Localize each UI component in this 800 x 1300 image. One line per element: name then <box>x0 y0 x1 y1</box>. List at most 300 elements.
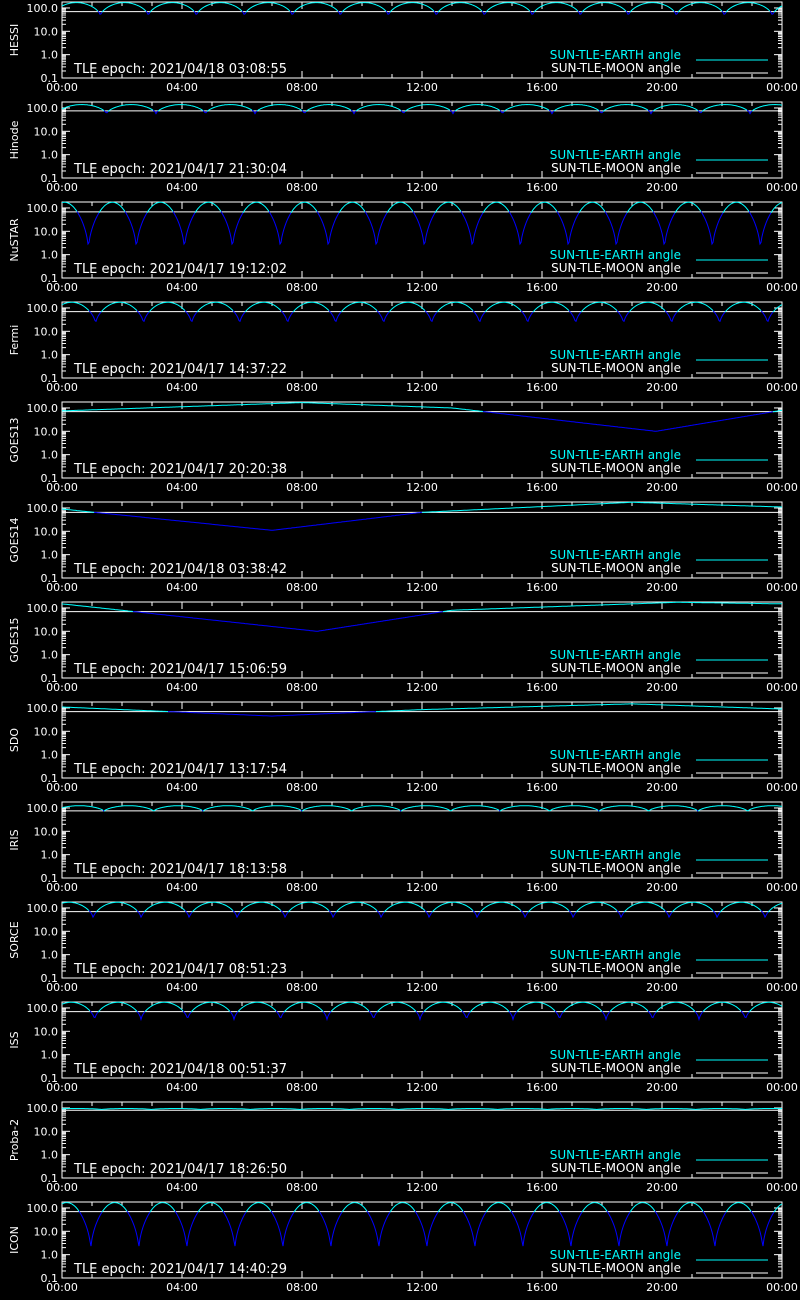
x-tick-label: 20:00 <box>646 981 678 994</box>
x-tick-label: 08:00 <box>286 981 318 994</box>
tle-epoch-label: TLE epoch: 2021/04/18 00:51:37 <box>74 1062 288 1077</box>
y-tick-label: 1.0 <box>40 48 58 62</box>
earth-angle-line <box>102 1203 127 1213</box>
x-tick-label: 20:00 <box>646 281 678 294</box>
earth-angle-line <box>624 902 665 912</box>
earth-angle-line <box>89 311 101 322</box>
y-tick-label: 100.0 <box>26 801 58 815</box>
y-tick-label: 100.0 <box>26 1001 58 1015</box>
x-tick-label: 04:00 <box>166 181 198 194</box>
y-tick-label: 0.1 <box>40 1172 58 1185</box>
earth-angle-line <box>191 1002 230 1012</box>
x-tick-label: 08:00 <box>286 281 318 294</box>
y-tick-label: 10.0 <box>33 1025 58 1039</box>
y-tick-label: 1.0 <box>40 1248 58 1262</box>
x-tick-label: 12:00 <box>406 481 438 494</box>
earth-angle-line <box>102 3 146 13</box>
earth-angle-line <box>150 3 194 13</box>
earth-angle-line <box>158 105 203 112</box>
y-tick-label: 10.0 <box>33 325 58 339</box>
x-tick-label: 16:00 <box>526 581 558 594</box>
tle-epoch-label: TLE epoch: 2021/04/17 08:51:23 <box>74 962 288 977</box>
x-tick-label: 20:00 <box>646 181 678 194</box>
y-tick-label: 10.0 <box>33 25 58 39</box>
x-tick-label: 00:00 <box>766 1281 798 1294</box>
earth-angle-line <box>376 704 782 712</box>
earth-angle-line <box>678 1203 703 1213</box>
x-tick-label: 20:00 <box>646 881 678 894</box>
y-tick-label: 10.0 <box>33 125 58 139</box>
x-tick-label: 00:00 <box>766 481 798 494</box>
x-tick-label: 08:00 <box>286 1281 318 1294</box>
y-tick-label: 100.0 <box>26 1 58 15</box>
x-tick-label: 12:00 <box>406 881 438 894</box>
x-tick-label: 00:00 <box>46 881 78 894</box>
legend-moon-label: SUN-TLE-MOON angle <box>551 61 681 75</box>
x-tick-label: 08:00 <box>286 1181 318 1194</box>
earth-angle-line <box>582 1203 607 1213</box>
legend-earth-label: SUN-TLE-EARTH angle <box>549 948 681 962</box>
earth-angle-line <box>602 1012 610 1020</box>
satellite-name: GOES15 <box>8 617 21 663</box>
tle-epoch-label: TLE epoch: 2021/04/18 03:08:55 <box>74 62 288 77</box>
earth-angle-line <box>387 202 413 213</box>
x-tick-label: 16:00 <box>526 1081 558 1094</box>
earth-angle-line <box>627 202 653 213</box>
earth-angle-line <box>365 212 387 245</box>
earth-angle-line <box>223 1211 246 1246</box>
x-tick-label: 00:00 <box>766 781 798 794</box>
earth-angle-line <box>655 1211 678 1246</box>
y-tick-label: 0.1 <box>40 1272 58 1285</box>
earth-angle-line <box>62 403 483 412</box>
legend-earth-label: SUN-TLE-EARTH angle <box>549 648 681 662</box>
earth-angle-line <box>293 302 329 312</box>
legend-earth-label: SUN-TLE-EARTH angle <box>549 848 681 862</box>
tle-epoch-label: TLE epoch: 2021/04/17 14:40:29 <box>74 1262 288 1277</box>
earth-angle-line <box>653 105 698 112</box>
x-tick-label: 20:00 <box>646 1281 678 1294</box>
y-tick-label: 100.0 <box>26 301 58 315</box>
x-tick-label: 00:00 <box>46 781 78 794</box>
earth-angle-line <box>377 311 389 322</box>
legend-earth-label: SUN-TLE-EARTH angle <box>549 48 681 62</box>
y-tick-label: 100.0 <box>26 1101 58 1115</box>
x-tick-label: 20:00 <box>646 1081 678 1094</box>
earth-angle-line <box>533 302 569 312</box>
earth-angle-line <box>629 302 665 312</box>
x-tick-label: 04:00 <box>166 681 198 694</box>
earth-angle-line <box>576 902 617 912</box>
earth-angle-line <box>246 3 290 13</box>
earth-angle-line <box>94 512 422 530</box>
x-tick-label: 04:00 <box>166 1281 198 1294</box>
x-tick-label: 00:00 <box>46 381 78 394</box>
earth-angle-line <box>630 3 674 13</box>
earth-angle-line <box>461 212 483 245</box>
earth-angle-line <box>319 1211 342 1246</box>
x-tick-label: 20:00 <box>646 381 678 394</box>
legend-moon-label: SUN-TLE-MOON angle <box>551 561 681 575</box>
x-tick-label: 08:00 <box>286 381 318 394</box>
earth-angle-line <box>173 212 195 245</box>
earth-angle-line <box>168 712 376 717</box>
y-tick-label: 100.0 <box>26 701 58 715</box>
y-tick-label: 100.0 <box>26 1201 58 1215</box>
x-tick-label: 12:00 <box>406 381 438 394</box>
x-tick-label: 00:00 <box>46 681 78 694</box>
earth-angle-line <box>323 1012 331 1020</box>
legend-moon-label: SUN-TLE-MOON angle <box>551 961 681 975</box>
earth-angle-line <box>443 602 782 611</box>
satellite-name: GOES13 <box>8 417 21 463</box>
earth-angle-line <box>581 302 617 312</box>
legend-moon-label: SUN-TLE-MOON angle <box>551 761 681 775</box>
x-tick-label: 20:00 <box>646 681 678 694</box>
earth-angle-line <box>517 1002 555 1011</box>
x-tick-label: 08:00 <box>286 81 318 94</box>
earth-angle-line <box>713 311 725 322</box>
legend-moon-label: SUN-TLE-MOON angle <box>551 161 681 175</box>
legend-moon-label: SUN-TLE-MOON angle <box>551 361 681 375</box>
earth-angle-line <box>317 212 339 245</box>
legend-earth-label: SUN-TLE-EARTH angle <box>549 1048 681 1062</box>
earth-angle-line <box>605 212 627 245</box>
earth-angle-line <box>486 3 530 13</box>
earth-angle-line <box>675 202 701 213</box>
earth-angle-line <box>221 212 243 245</box>
earth-angle-line <box>147 202 173 213</box>
y-tick-label: 0.1 <box>40 472 58 485</box>
x-tick-label: 00:00 <box>46 981 78 994</box>
y-tick-label: 1.0 <box>40 348 58 362</box>
legend-earth-label: SUN-TLE-EARTH angle <box>549 1148 681 1162</box>
earth-angle-line <box>342 1203 367 1213</box>
earth-angle-line <box>569 311 581 322</box>
earth-angle-line <box>390 1203 415 1213</box>
legend-earth-label: SUN-TLE-EARTH angle <box>549 1248 681 1262</box>
satellite-name: ICON <box>8 1226 21 1254</box>
x-tick-label: 00:00 <box>766 281 798 294</box>
earth-angle-line <box>554 105 599 112</box>
earth-angle-line <box>390 3 434 13</box>
earth-angle-line <box>284 1002 323 1012</box>
y-tick-label: 0.1 <box>40 272 58 285</box>
satellite-name: Fermi <box>8 324 21 356</box>
x-tick-label: 12:00 <box>406 1181 438 1194</box>
tle-epoch-label: TLE epoch: 2021/04/17 18:13:58 <box>74 862 288 877</box>
satellite-name: NuSTAR <box>8 218 21 262</box>
earth-angle-line <box>607 1211 630 1246</box>
earth-angle-line <box>463 1211 486 1246</box>
earth-angle-line <box>329 311 341 322</box>
legend-earth-label: SUN-TLE-EARTH angle <box>549 548 681 562</box>
earth-angle-line <box>726 3 770 13</box>
earth-angle-line <box>413 212 435 245</box>
earth-angle-line <box>483 202 509 213</box>
earth-angle-line <box>470 1002 509 1012</box>
earth-angle-line <box>610 1002 648 1011</box>
earth-angle-line <box>416 1012 424 1020</box>
legend-earth-label: SUN-TLE-EARTH angle <box>549 748 681 762</box>
earth-angle-line <box>725 302 761 312</box>
earth-angle-line <box>630 1203 655 1213</box>
x-tick-label: 00:00 <box>46 581 78 594</box>
earth-angle-line <box>137 311 149 322</box>
earth-angle-line <box>149 302 185 312</box>
satellite-name: IRIS <box>8 829 21 851</box>
x-tick-label: 00:00 <box>766 581 798 594</box>
earth-angle-line <box>281 311 293 322</box>
x-tick-label: 00:00 <box>766 381 798 394</box>
x-tick-label: 16:00 <box>526 981 558 994</box>
x-tick-label: 12:00 <box>406 1081 438 1094</box>
y-tick-label: 1.0 <box>40 948 58 962</box>
x-tick-label: 12:00 <box>406 81 438 94</box>
x-tick-label: 20:00 <box>646 781 678 794</box>
earth-angle-line <box>62 509 94 512</box>
x-tick-label: 04:00 <box>166 381 198 394</box>
y-tick-label: 1.0 <box>40 548 58 562</box>
legend-moon-label: SUN-TLE-MOON angle <box>551 861 681 875</box>
legend-earth-label: SUN-TLE-EARTH angle <box>549 148 681 162</box>
earth-angle-line <box>665 311 677 322</box>
y-tick-label: 0.1 <box>40 172 58 185</box>
x-tick-label: 12:00 <box>406 181 438 194</box>
earth-angle-line <box>150 1203 175 1213</box>
x-tick-label: 04:00 <box>166 881 198 894</box>
x-tick-label: 08:00 <box>286 181 318 194</box>
earth-angle-line <box>559 1211 582 1246</box>
x-tick-label: 04:00 <box>166 281 198 294</box>
earth-angle-line <box>62 902 89 910</box>
earth-angle-line <box>331 1002 369 1011</box>
x-tick-label: 00:00 <box>46 281 78 294</box>
earth-angle-line <box>62 1002 90 1011</box>
tle-epoch-label: TLE epoch: 2021/04/17 14:37:22 <box>74 362 288 377</box>
x-tick-label: 16:00 <box>526 281 558 294</box>
y-tick-label: 100.0 <box>26 401 58 415</box>
earth-angle-line <box>62 1109 782 1110</box>
x-tick-label: 16:00 <box>526 881 558 894</box>
x-tick-label: 04:00 <box>166 1081 198 1094</box>
y-tick-label: 100.0 <box>26 101 58 115</box>
x-tick-label: 16:00 <box>526 381 558 394</box>
earth-angle-line <box>137 1012 145 1020</box>
y-tick-label: 0.1 <box>40 872 58 885</box>
satellite-name: Hinode <box>8 120 21 160</box>
earth-angle-line <box>367 1211 390 1246</box>
earth-angle-line <box>77 212 99 245</box>
tle-epoch-label: TLE epoch: 2021/04/17 15:06:59 <box>74 662 288 677</box>
y-tick-label: 10.0 <box>33 825 58 839</box>
earth-angle-line <box>62 707 168 712</box>
x-tick-label: 12:00 <box>406 681 438 694</box>
satellite-name: HESSI <box>8 23 21 57</box>
earth-angle-line <box>415 1211 438 1246</box>
satellite-name: SORCE <box>8 921 21 959</box>
x-tick-label: 04:00 <box>166 481 198 494</box>
tle-epoch-label: TLE epoch: 2021/04/18 03:38:42 <box>74 562 288 577</box>
earth-angle-line <box>245 302 281 312</box>
y-tick-label: 1.0 <box>40 248 58 262</box>
x-tick-label: 20:00 <box>646 481 678 494</box>
earth-angle-line <box>175 1211 198 1246</box>
x-tick-label: 16:00 <box>526 781 558 794</box>
x-tick-label: 16:00 <box>526 181 558 194</box>
x-tick-label: 00:00 <box>766 881 798 894</box>
earth-angle-line <box>723 202 749 213</box>
earth-angle-line <box>455 105 500 112</box>
x-tick-label: 00:00 <box>766 1181 798 1194</box>
y-tick-label: 1.0 <box>40 448 58 462</box>
y-tick-label: 10.0 <box>33 1125 58 1139</box>
earth-angle-line <box>531 202 557 213</box>
earth-angle-line <box>617 311 629 322</box>
earth-angle-line <box>198 1203 223 1213</box>
x-tick-label: 04:00 <box>166 81 198 94</box>
tle-epoch-label: TLE epoch: 2021/04/17 19:12:02 <box>74 262 288 277</box>
x-tick-label: 00:00 <box>766 1081 798 1094</box>
y-tick-label: 1.0 <box>40 1048 58 1062</box>
earth-angle-line <box>96 902 137 912</box>
x-tick-label: 04:00 <box>166 781 198 794</box>
legend-earth-label: SUN-TLE-EARTH angle <box>549 448 681 462</box>
earth-angle-line <box>749 1002 782 1012</box>
x-tick-label: 08:00 <box>286 781 318 794</box>
earth-angle-line <box>144 902 185 912</box>
x-tick-label: 08:00 <box>286 481 318 494</box>
earth-angle-line <box>473 311 485 322</box>
tle-epoch-label: TLE epoch: 2021/04/17 13:17:54 <box>74 762 288 777</box>
x-tick-label: 00:00 <box>766 981 798 994</box>
earth-angle-line <box>534 3 578 13</box>
earth-angle-line <box>62 3 98 12</box>
y-tick-label: 10.0 <box>33 1225 58 1239</box>
earth-angle-line <box>145 1002 183 1011</box>
earth-angle-line <box>389 302 425 312</box>
x-tick-label: 04:00 <box>166 581 198 594</box>
satellite-name: SDO <box>8 727 21 753</box>
earth-angle-line <box>425 311 437 322</box>
earth-angle-line <box>99 202 125 213</box>
tle-epoch-label: TLE epoch: 2021/04/17 21:30:04 <box>74 162 288 177</box>
earth-angle-line <box>79 1211 102 1246</box>
earth-angle-line <box>511 1211 534 1246</box>
earth-angle-line <box>127 1211 150 1246</box>
x-tick-label: 08:00 <box>286 1081 318 1094</box>
earth-angle-line <box>384 902 425 912</box>
x-tick-label: 16:00 <box>526 481 558 494</box>
earth-angle-line <box>422 502 782 512</box>
earth-angle-line <box>528 902 569 912</box>
y-tick-label: 0.1 <box>40 372 58 385</box>
legend-earth-label: SUN-TLE-EARTH angle <box>549 248 681 262</box>
y-tick-label: 10.0 <box>33 225 58 239</box>
earth-angle-line <box>751 1211 774 1246</box>
satellite-name: ISS <box>8 1031 21 1049</box>
legend-moon-label: SUN-TLE-MOON angle <box>551 261 681 275</box>
earth-angle-line <box>486 1203 511 1213</box>
earth-angle-line <box>233 311 245 322</box>
legend-earth-label: SUN-TLE-EARTH angle <box>549 348 681 362</box>
x-tick-label: 04:00 <box>166 981 198 994</box>
y-tick-label: 10.0 <box>33 425 58 439</box>
tle-epoch-label: TLE epoch: 2021/04/17 18:26:50 <box>74 1162 288 1177</box>
tle-epoch-label: TLE epoch: 2021/04/17 20:20:38 <box>74 462 288 477</box>
x-tick-label: 20:00 <box>646 1181 678 1194</box>
x-tick-label: 00:00 <box>766 181 798 194</box>
y-tick-label: 0.1 <box>40 1072 58 1085</box>
x-tick-label: 20:00 <box>646 81 678 94</box>
earth-angle-line <box>356 105 401 112</box>
x-tick-label: 08:00 <box>286 681 318 694</box>
x-tick-label: 20:00 <box>646 581 678 594</box>
x-tick-label: 12:00 <box>406 1281 438 1294</box>
x-tick-label: 00:00 <box>46 1181 78 1194</box>
earth-angle-line <box>133 612 443 632</box>
earth-angle-line <box>720 902 761 912</box>
earth-angle-line <box>678 3 722 13</box>
earth-angle-line <box>197 302 233 312</box>
earth-angle-line <box>288 902 329 912</box>
y-tick-label: 0.1 <box>40 772 58 785</box>
earth-angle-line <box>726 1203 751 1213</box>
earth-angle-line <box>653 212 675 245</box>
earth-angle-line <box>582 3 626 13</box>
satellite-name: Proba-2 <box>8 1118 21 1162</box>
y-tick-label: 100.0 <box>26 601 58 615</box>
x-tick-label: 08:00 <box>286 881 318 894</box>
earth-angle-line <box>101 302 137 312</box>
y-tick-label: 0.1 <box>40 972 58 985</box>
legend-moon-label: SUN-TLE-MOON angle <box>551 461 681 475</box>
x-tick-label: 04:00 <box>166 1181 198 1194</box>
y-tick-label: 1.0 <box>40 148 58 162</box>
earth-angle-line <box>294 1203 319 1213</box>
earth-angle-line <box>485 302 521 312</box>
y-tick-label: 0.1 <box>40 572 58 585</box>
x-tick-label: 00:00 <box>46 481 78 494</box>
earth-angle-line <box>294 3 338 13</box>
x-tick-label: 12:00 <box>406 581 438 594</box>
y-tick-label: 0.1 <box>40 72 58 85</box>
y-tick-label: 1.0 <box>40 848 58 862</box>
earth-angle-line <box>579 202 605 213</box>
earth-angle-line <box>435 202 461 213</box>
satellite-name: GOES14 <box>8 517 21 563</box>
earth-angle-line <box>483 412 773 432</box>
earth-angle-line <box>341 302 377 312</box>
y-tick-label: 10.0 <box>33 525 58 539</box>
y-tick-label: 10.0 <box>33 625 58 639</box>
y-tick-label: 1.0 <box>40 748 58 762</box>
x-tick-label: 00:00 <box>46 1281 78 1294</box>
x-tick-label: 00:00 <box>766 81 798 94</box>
earth-angle-line <box>62 302 89 310</box>
y-tick-label: 100.0 <box>26 901 58 915</box>
earth-angle-line <box>198 3 242 13</box>
earth-angle-line <box>563 1002 602 1012</box>
earth-angle-line <box>438 1203 463 1213</box>
y-tick-label: 10.0 <box>33 725 58 739</box>
x-tick-label: 00:00 <box>46 1081 78 1094</box>
earth-angle-line <box>339 202 365 213</box>
x-tick-label: 00:00 <box>46 81 78 94</box>
legend-moon-label: SUN-TLE-MOON angle <box>551 1261 681 1275</box>
x-tick-label: 12:00 <box>406 981 438 994</box>
earth-angle-line <box>240 902 281 912</box>
